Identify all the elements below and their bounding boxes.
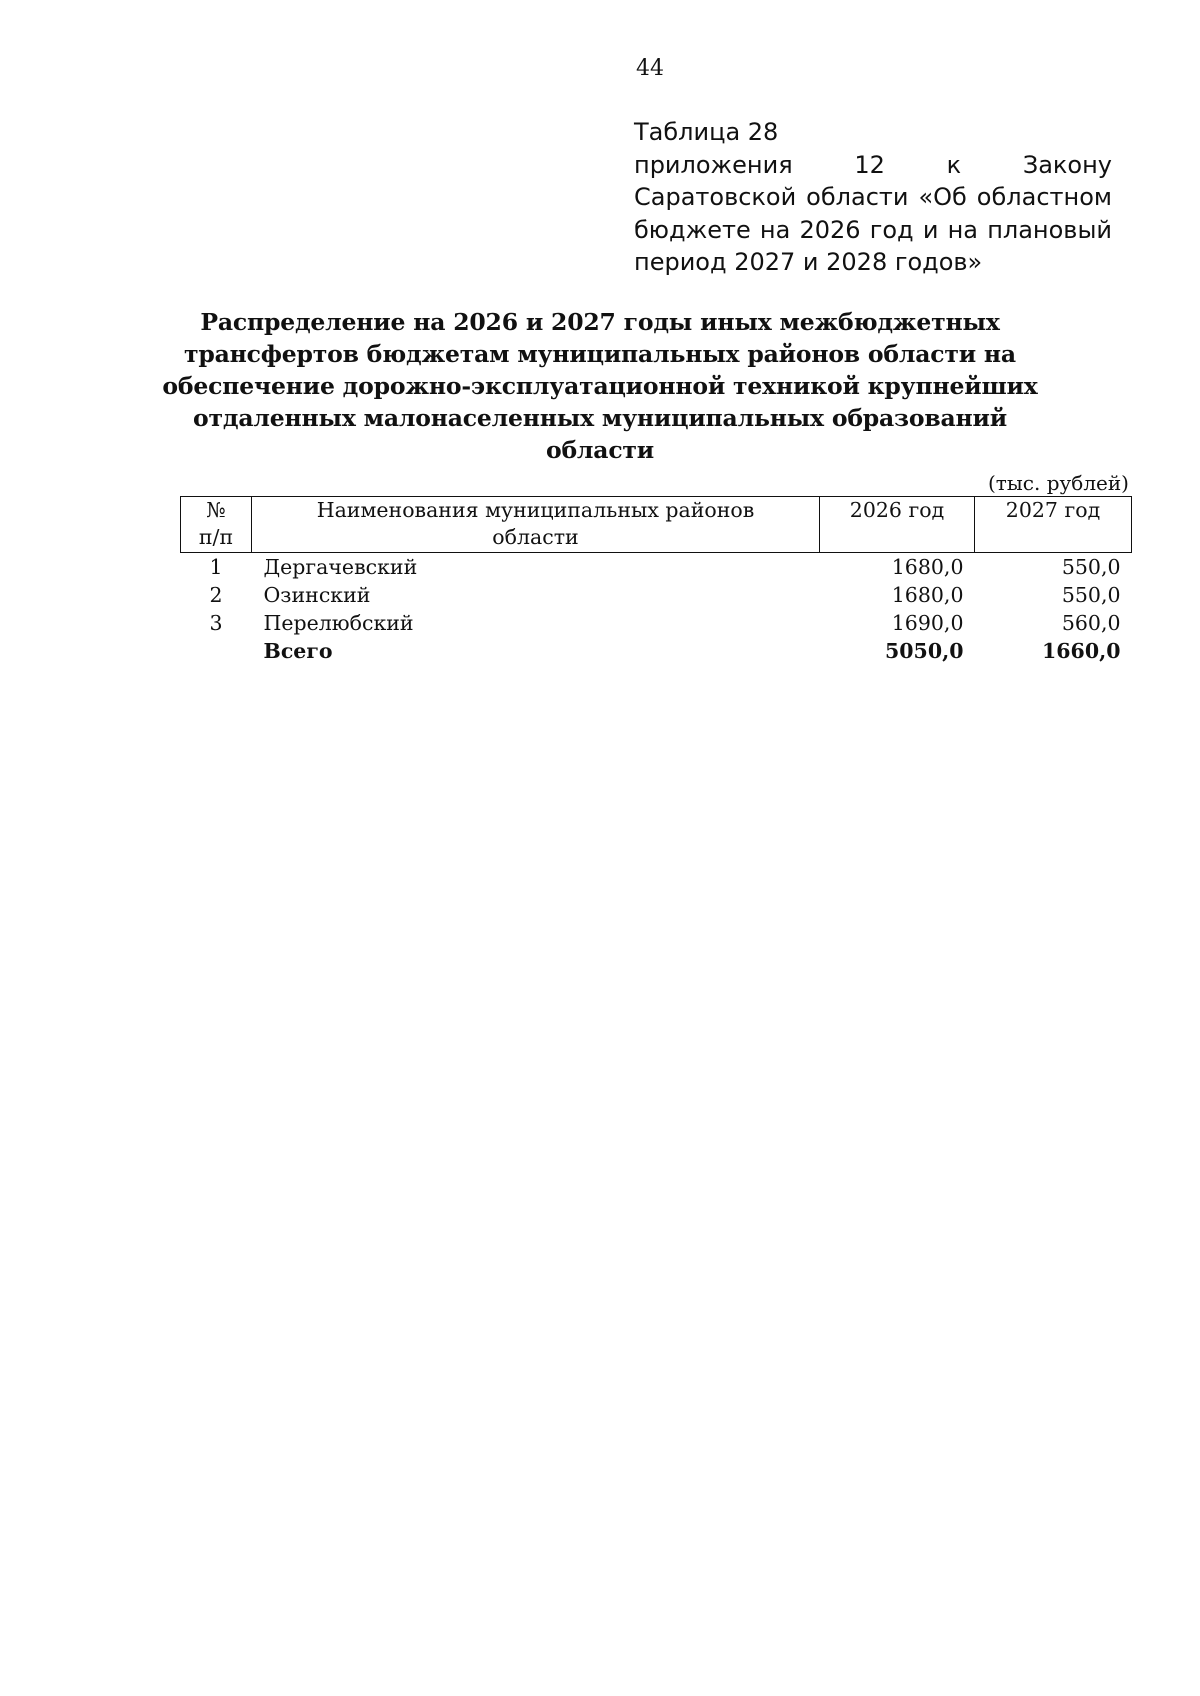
appendix-text: приложения 12 к Закону Саратовской области «Об областном бюджете на 2026 год и на плановый период 2027 и 2028 годов» <box>634 150 1112 276</box>
header-number-line1: № <box>206 498 226 522</box>
appendix-reference <box>634 116 1112 279</box>
value-2027: 550,0 <box>1061 555 1121 579</box>
header-number <box>181 497 252 553</box>
header-number-line2: п/п <box>198 525 234 549</box>
row-number: 3 <box>209 611 223 635</box>
units-note: (тыс. рублей) <box>988 471 1129 495</box>
row-number: 2 <box>209 583 223 607</box>
total-2026: 5050,0 <box>885 639 964 663</box>
total-label: Всего <box>263 639 333 663</box>
table-header-row <box>181 497 1132 553</box>
table-row <box>181 581 1132 609</box>
header-year-2027: 2027 год <box>975 497 1132 553</box>
total-row <box>181 637 1132 665</box>
page-number: 44 <box>636 56 664 81</box>
value-2026: 1690,0 <box>891 611 964 635</box>
district-name: Озинский <box>263 583 371 607</box>
total-number-cell <box>181 637 252 665</box>
district-name: Дергачевский <box>263 555 418 579</box>
header-district-name-line1: Наименования муниципальных районов <box>316 498 755 522</box>
header-district-name-line2: области <box>492 525 579 549</box>
header-district-name <box>252 497 820 553</box>
value-2026: 1680,0 <box>891 583 964 607</box>
value-2026: 1680,0 <box>891 555 964 579</box>
value-2027: 550,0 <box>1061 583 1121 607</box>
document-title: Распределение на 2026 и 2027 годы иных межбюджетных трансфертов бюджетам муниципальных районов области на обеспечение дорожно-эксплуатационной техникой крупнейших отдаленных малонаселенных муниципальных образований области <box>162 308 1038 464</box>
transfers-table <box>180 496 1132 665</box>
value-2027: 560,0 <box>1061 611 1121 635</box>
header-year-2026: 2026 год <box>820 497 975 553</box>
table-row <box>181 609 1132 637</box>
total-2027: 1660,0 <box>1042 639 1121 663</box>
row-number: 1 <box>209 555 223 579</box>
table-row <box>181 553 1132 582</box>
table-number: Таблица 28 <box>634 118 779 146</box>
district-name: Перелюбский <box>263 611 414 635</box>
